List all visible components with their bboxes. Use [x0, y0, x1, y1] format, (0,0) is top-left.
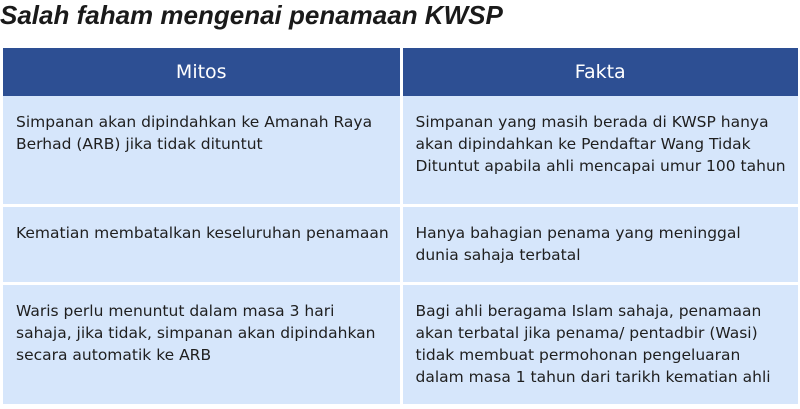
myth-fact-table — [3, 48, 798, 404]
page-title: Salah faham mengenai penamaan KWSP — [0, 0, 503, 30]
table-row — [3, 206, 798, 284]
table-header-row — [3, 48, 798, 96]
column-header-mitos: Mitos — [3, 48, 401, 96]
mitos-cell: Simpanan akan dipindahkan ke Amanah Raya Berhad (ARB) jika tidak dituntut — [3, 96, 401, 206]
mitos-cell: Waris perlu menuntut dalam masa 3 hari sahaja, jika tidak, simpanan akan dipindahkan secara automatik ke ARB — [3, 284, 401, 405]
fakta-cell: Hanya bahagian penama yang meninggal dunia sahaja terbatal — [401, 206, 798, 284]
fakta-cell: Bagi ahli beragama Islam sahaja, penamaan akan terbatal jika penama/ pentadbir (Wasi) tidak membuat permohonan pengeluaran dalam masa 1 tahun dari tarikh kematian ahli — [401, 284, 798, 405]
table-row — [3, 96, 798, 206]
fakta-cell: Simpanan yang masih berada di KWSP hanya akan dipindahkan ke Pendaftar Wang Tidak Dituntut apabila ahli mencapai umur 100 tahun — [401, 96, 798, 206]
mitos-cell: Kematian membatalkan keseluruhan penamaan — [3, 206, 401, 284]
table-row — [3, 284, 798, 405]
column-header-fakta: Fakta — [401, 48, 798, 96]
